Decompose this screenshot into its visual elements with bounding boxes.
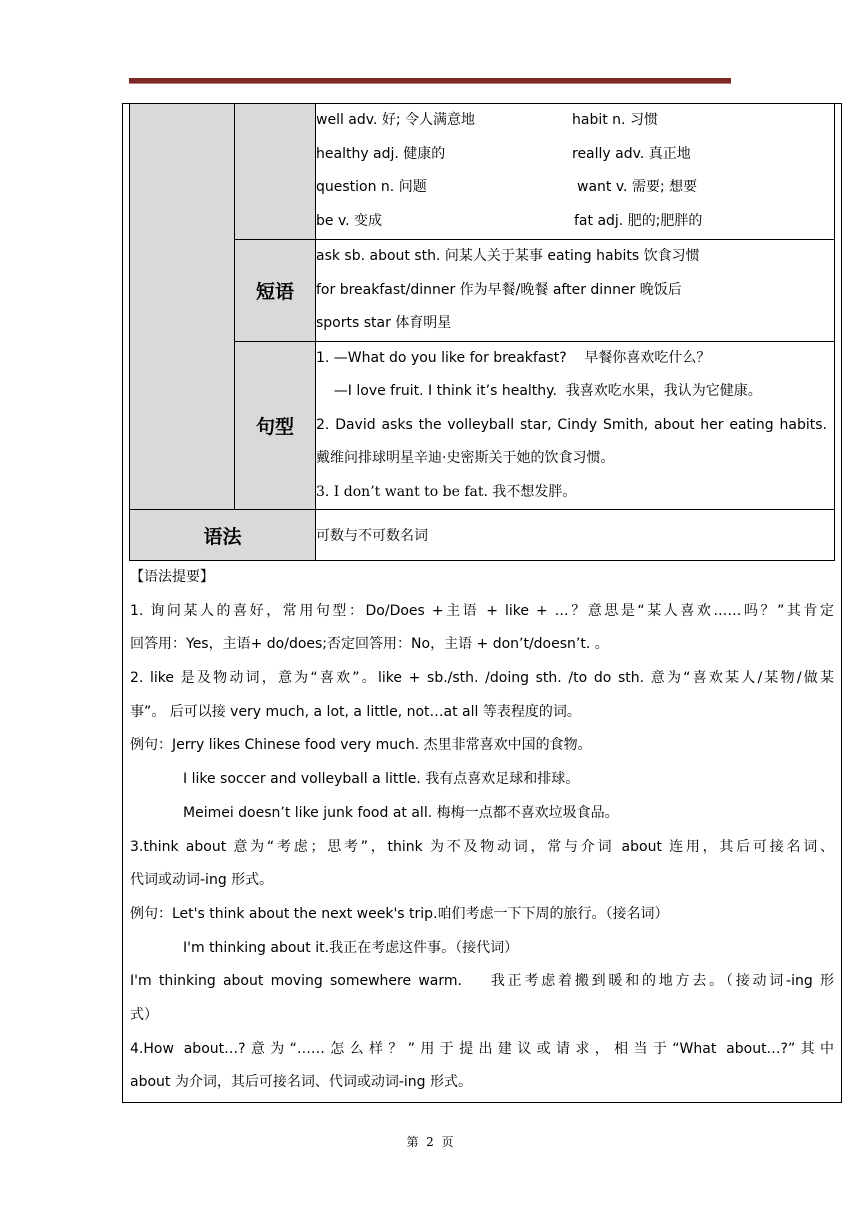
sentence-line: —I love fruit. I think it’s healthy. 我喜欢吃水果，我认为它健康。: [316, 383, 762, 399]
notes-line: 回答用：Yes，主语+ do/does;否定回答用：No，主语 + don’t/doesn’t. 。: [130, 636, 609, 653]
header-rule: [129, 78, 731, 84]
sentence-line: 戴维问排球明星辛迪·史密斯关于她的饮食习惯。: [316, 450, 615, 466]
notes-line: 事”。 后可以接 very much, a lot, a little, not…at all 等表程度的词。: [130, 703, 581, 720]
vocab-word: question n. 问题: [316, 179, 427, 195]
section-cell: [130, 104, 235, 510]
phrase-line: ask sb. about sth. 问某人关于某事 eating habits 饮食习惯: [316, 248, 700, 264]
lesson-table: [129, 103, 835, 561]
notes-line: 代词或动词-ing 形式。: [130, 872, 274, 889]
vocab-label-cell: [235, 104, 316, 240]
grammar-label: 语法: [130, 510, 316, 561]
notes-line: I like soccer and volleyball a little. 我有点喜欢足球和排球。: [183, 771, 580, 788]
vocab-word: really adv. 真正地: [572, 145, 691, 162]
page-number: 第 2 页: [406, 1135, 454, 1149]
notes-line: 4.How about…?意为“……怎么样？”用于提出建议或请求，相当于“What about…?”其中: [130, 1040, 834, 1057]
notes-line: 例句：Let's think about the next week's trip.咱们考虑一下下周的旅行。（接名词）: [130, 905, 669, 922]
vocab-word: well adv. 好; 令人满意地: [316, 112, 476, 128]
vocab-word: want v. 需要; 想要: [577, 179, 698, 195]
vocab-word: be v. 变成: [316, 212, 383, 229]
notes-line: 3.think about 意为“考虑；思考”，think 为不及物动词，常与介词 about 连用，其后可接名词、: [130, 838, 834, 855]
sentences-row: [130, 341, 835, 510]
grammar-value: 可数与不可数名词: [316, 510, 835, 561]
vocab-line: [316, 104, 834, 138]
sentence-line: 3. I don’t want to be fat. 我不想发胖。: [316, 483, 577, 500]
vocab-word: fat adj. 肥的;肥胖的: [574, 212, 703, 229]
phrases-cell: [316, 240, 835, 342]
phrase-line: sports star 体育明星: [316, 315, 452, 331]
notes-line: 式）: [130, 1006, 158, 1023]
notes-line: 例句：Jerry likes Chinese food very much. 杰里非常喜欢中国的食物。: [130, 737, 592, 754]
vocab-line: [316, 171, 834, 205]
notes-line: I'm thinking about it.我正在考虑这件事。（接代词）: [183, 939, 519, 956]
notes-line: I'm thinking about moving somewhere warm. 我正考虑着搬到暖和的地方去。（接动词-ing 形: [130, 973, 834, 990]
vocab-word: habit n. 习惯: [572, 112, 658, 128]
phrases-row: [130, 240, 835, 342]
grammar-notes: [130, 561, 834, 1100]
sentence-line: 1. —What do you like for breakfast? 早餐你喜欢吃什么？: [316, 349, 711, 366]
sentence-line: 2. David asks the volleyball star, Cindy Smith, about her eating habits.: [316, 416, 827, 433]
vocab-row: [130, 104, 835, 240]
vocab-line: [316, 205, 834, 239]
vocab-line: [316, 138, 834, 172]
notes-line: 2. like 是及物动词，意为“喜欢”。like + sb./sth. /doing sth. /to do sth. 意为“喜欢某人/某物/做某: [130, 670, 834, 687]
vocab-cell: [316, 104, 835, 240]
notes-line: about 为介词，其后可接名词、代词或动词-ing 形式。: [130, 1074, 472, 1091]
notes-line: 1. 询问某人的喜好，常用句型：Do/Does +主语 + like + …？意思是“某人喜欢……吗？”其肯定: [130, 602, 834, 619]
vocab-word: healthy adj. 健康的: [316, 145, 446, 162]
sentences-label: 句型: [235, 341, 316, 510]
sentences-cell: [316, 341, 835, 510]
grammar-row: [130, 510, 835, 561]
phrases-label: 短语: [235, 240, 316, 342]
notes-line: Meimei doesn’t like junk food at all. 梅梅一点都不喜欢垃圾食品。: [183, 804, 619, 821]
notes-heading: 【语法提要】: [130, 569, 214, 585]
phrase-line: for breakfast/dinner 作为早餐/晚餐 after dinner 晚饭后: [316, 281, 682, 298]
